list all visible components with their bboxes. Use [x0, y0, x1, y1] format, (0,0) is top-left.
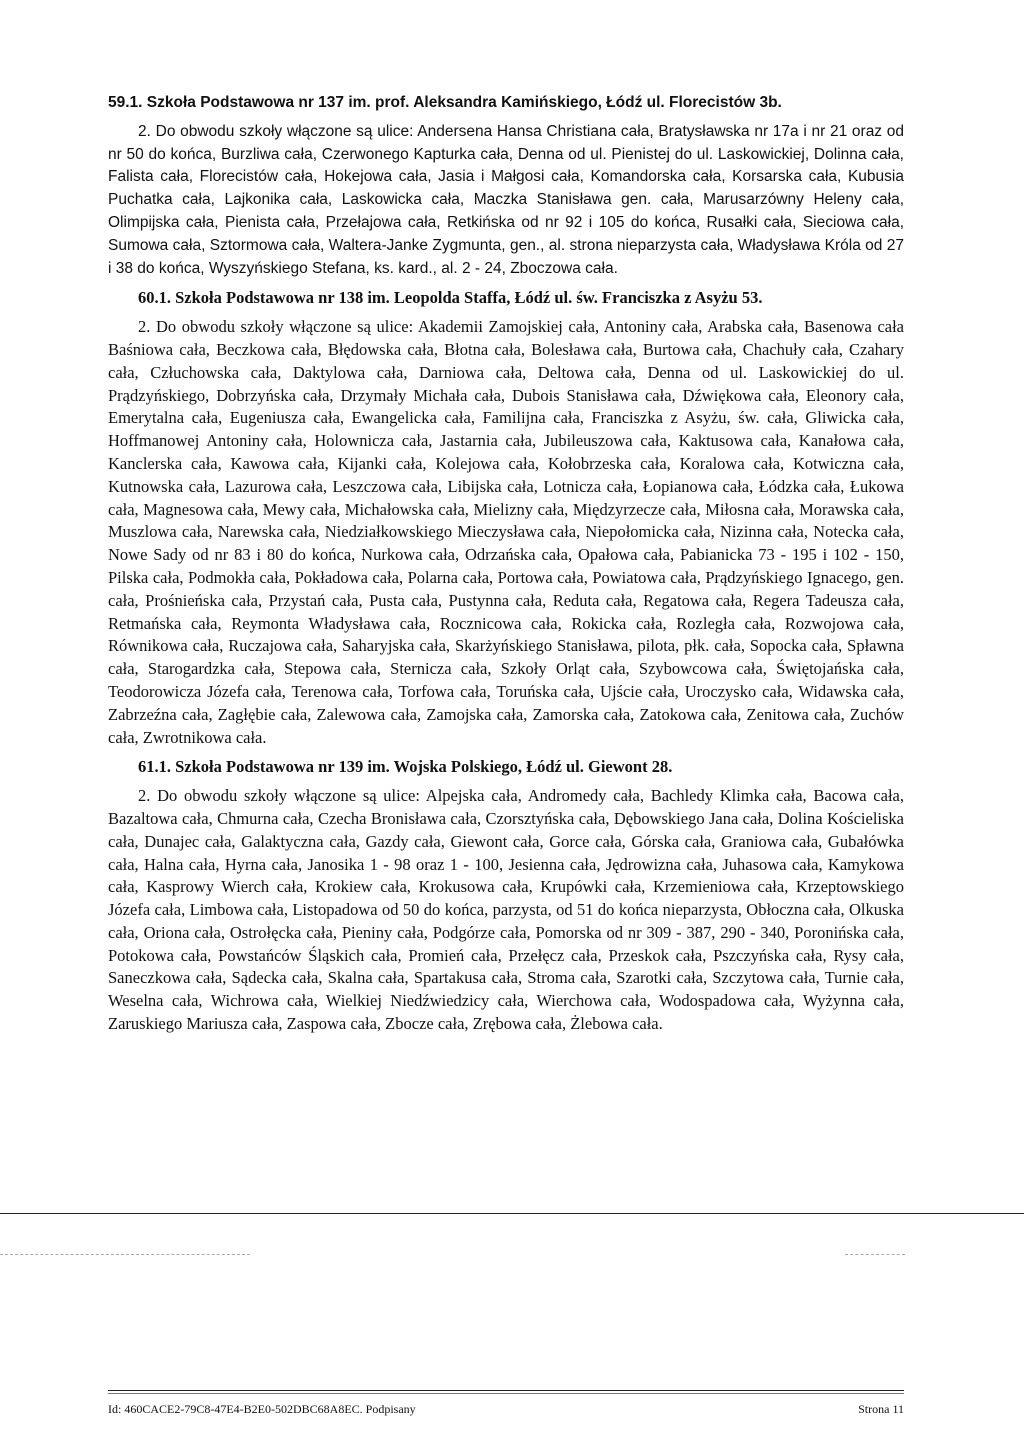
section-59-heading: 59.1. Szkoła Podstawowa nr 137 im. prof. Aleksandra Kamińskiego, Łódź ul. Florecistów 3b. [108, 94, 782, 111]
document-body [108, 92, 904, 1036]
section-60-body: 2. Do obwodu szkoły włączone są ulice: Akademii Zamojskiej cała, Antoniny cała, Arabska cała, Basenowa cała Baśniowa cała, Beczkowa cała, Błędowska cała, Błotna cała, Bolesława cała, Burtowa cała, Chachuły cała, Czahary cała, Człuchowska cała, Daktylowa cała, Darniowa cała, Deltowa cała, Denna od ul. Laskowickiej do ul. Prądzyńskiego, Dobrzyńska cała, Drzymały Michała cała, Dubois Stanisława cała, Dźwiękowa cała, Eleonory cała, Emerytalna cała, Eugeniusza cała, Ewangelicka cała, Familijna cała, Franciszka z Asyżu, św. cała, Gliwicka cała, Hoffmanowej Antoniny cała, Holownicza cała, Jastarnia cała, Jubileuszowa cała, Kaktusowa cała, Kanałowa cała, Kanclerska cała, Kawowa cała, Kijanki cała, Kolejowa cała, Kołobrzeska cała, Koralowa cała, Kotwiczna cała, Kutnowska cała, Lazurowa cała, Leszczowa cała, Libijska cała, Lotnicza cała, Łopianowa cała, Łódzka cała, Łukowa cała, Magnesowa cała, Mewy cała, Michałowska cała, Mielizny cała, Międzyrzecze cała, Miłosna cała, Morawska cała, Muszlowa cała, Narewska cała, Niedziałkowskiego Mieczysława cała, Niepołomicka cała, Nizinna cała, Notecka cała, Nowe Sady od nr 83 i 80 do końca, Nurkowa cała, Odrzańska cała, Opałowa cała, Pabianicka 73 - 195 i 102 - 150, Pilska cała, Podmokła cała, Pokładowa cała, Polarna cała, Portowa cała, Powiatowa cała, Prądzyńskiego Ignacego, gen. cała, Prośnieńska cała, Przystań cała, Pusta cała, Pustynna cała, Reduta cała, Regatowa cała, Regera Tadeusza cała, Retmańska cała, Reymonta Władysława cała, Rocznicowa cała, Rokicka cała, Rozległa cała, Rozwojowa cała, Równikowa cała, Ruczajowa cała, Saharyjska cała, Skarżyńskiego Stanisława, pilota, płk. cała, Sopocka cała, Spławna cała, Starogardzka cała, Stepowa cała, Sternicza cała, Szkoły Orląt cała, Szybowcowa cała, Świętojańska cała, Teodorowicza Józefa cała, Terenowa cała, Torfowa cała, Toruńska cała, Ujście cała, Uroczysko cała, Widawska cała, Zabrzeźna cała, Zagłębie cała, Zalewowa cała, Zamojska cała, Zamorska cała, Zatokowa cała, Zenitowa cała, Zuchów cała, Zwrotnikowa cała. [108, 317, 904, 747]
scan-artifact-line-left [0, 1254, 250, 1255]
scan-artifact-line-right [845, 1254, 905, 1255]
document-id: Id: 460CACE2-79C8-47E4-B2E0-502DBC68A8EC. Podpisany [108, 1402, 416, 1416]
footer-rule-second [108, 1393, 904, 1394]
footer-rule [108, 1390, 904, 1391]
section-61-heading: 61.1. Szkoła Podstawowa nr 139 im. Wojska Polskiego, Łódź ul. Giewont 28. [138, 757, 673, 777]
section-61-body: 2. Do obwodu szkoły włączone są ulice: Alpejska cała, Andromedy cała, Bachledy Klimka cała, Bacowa cała, Bazaltowa cała, Chmurna cała, Czecha Bronisława cała, Czorsztyńska cała, Dębowskiego Jana cała, Dolina Kościeliska cała, Dunajec cała, Galaktyczna cała, Gazdy cała, Giewont cała, Gorce cała, Górska cała, Graniowa cała, Gubałówka cała, Halna cała, Hyrna cała, Janosika 1 - 98 oraz 1 - 100, Jesienna cała, Jędrowizna cała, Juhasowa cała, Kamykowa cała, Kasprowy Wierch cała, Krokiew cała, Krokusowa cała, Krupówki cała, Krzemieniowa cała, Krzeptowskiego Józefa cała, Limbowa cała, Listopadowa od 50 do końca, parzysta, od 51 do końca nieparzysta, Obłoczna cała, Olkuska cała, Oriona cała, Ostrołęcka cała, Pieniny cała, Podgórze cała, Pomorska od nr 309 - 387, 290 - 340, Poronińska cała, Potokowa cała, Powstańców Śląskich cała, Promień cała, Przełęcz cała, Przeskok cała, Pszczyńska cała, Rysy cała, Saneczkowa cała, Sądecka cała, Skalna cała, Spartakusa cała, Stroma cała, Szarotki cała, Szczytowa cała, Turnie cała, Weselna cała, Wichrowa cała, Wielkiej Niedźwiedzicy cała, Wierchowa cała, Wodospadowa cała, Wyżynna cała, Zaruskiego Mariusza cała, Zaspowa cała, Zbocze cała, Zrębowa cała, Żlebowa cała. [108, 786, 904, 1034]
page-number: Strona 11 [858, 1402, 904, 1416]
section-60-heading: 60.1. Szkoła Podstawowa nr 138 im. Leopolda Staffa, Łódź ul. św. Franciszka z Asyżu 53. [138, 288, 763, 308]
section-59-body: 2. Do obwodu szkoły włączone są ulice: Andersena Hansa Christiana cała, Bratysławska nr 17a i nr 21 oraz od nr 50 do końca, Burzliwa cała, Czerwonego Kapturka cała, Denna od ul. Pienistej do ul. Laskowickiej, Dolinna cała, Falista cała, Florecistów cała, Hokejowa cała, Jasia i Małgosi cała, Komandorska cała, Korsarska cała, Kubusia Puchatka cała, Lajkonika cała, Laskowicka cała, Maczka Stanisława gen. cała, Marusarzówny Heleny cała, Olimpijska cała, Pienista cała, Przełajowa cała, Retkińska od nr 92 i 105 do końca, Rusałki cała, Sieciowa cała, Sumowa cała, Sztormowa cała, Waltera-Janke Zygmunta, gen., al. strona nieparzysta cała, Władysława Króla od 27 i 38 do końca, Wyszyńskiego Stefana, ks. kard., al. 2 - 24, Zboczowa cała. [108, 122, 904, 277]
section-end-rule [0, 1213, 1024, 1214]
